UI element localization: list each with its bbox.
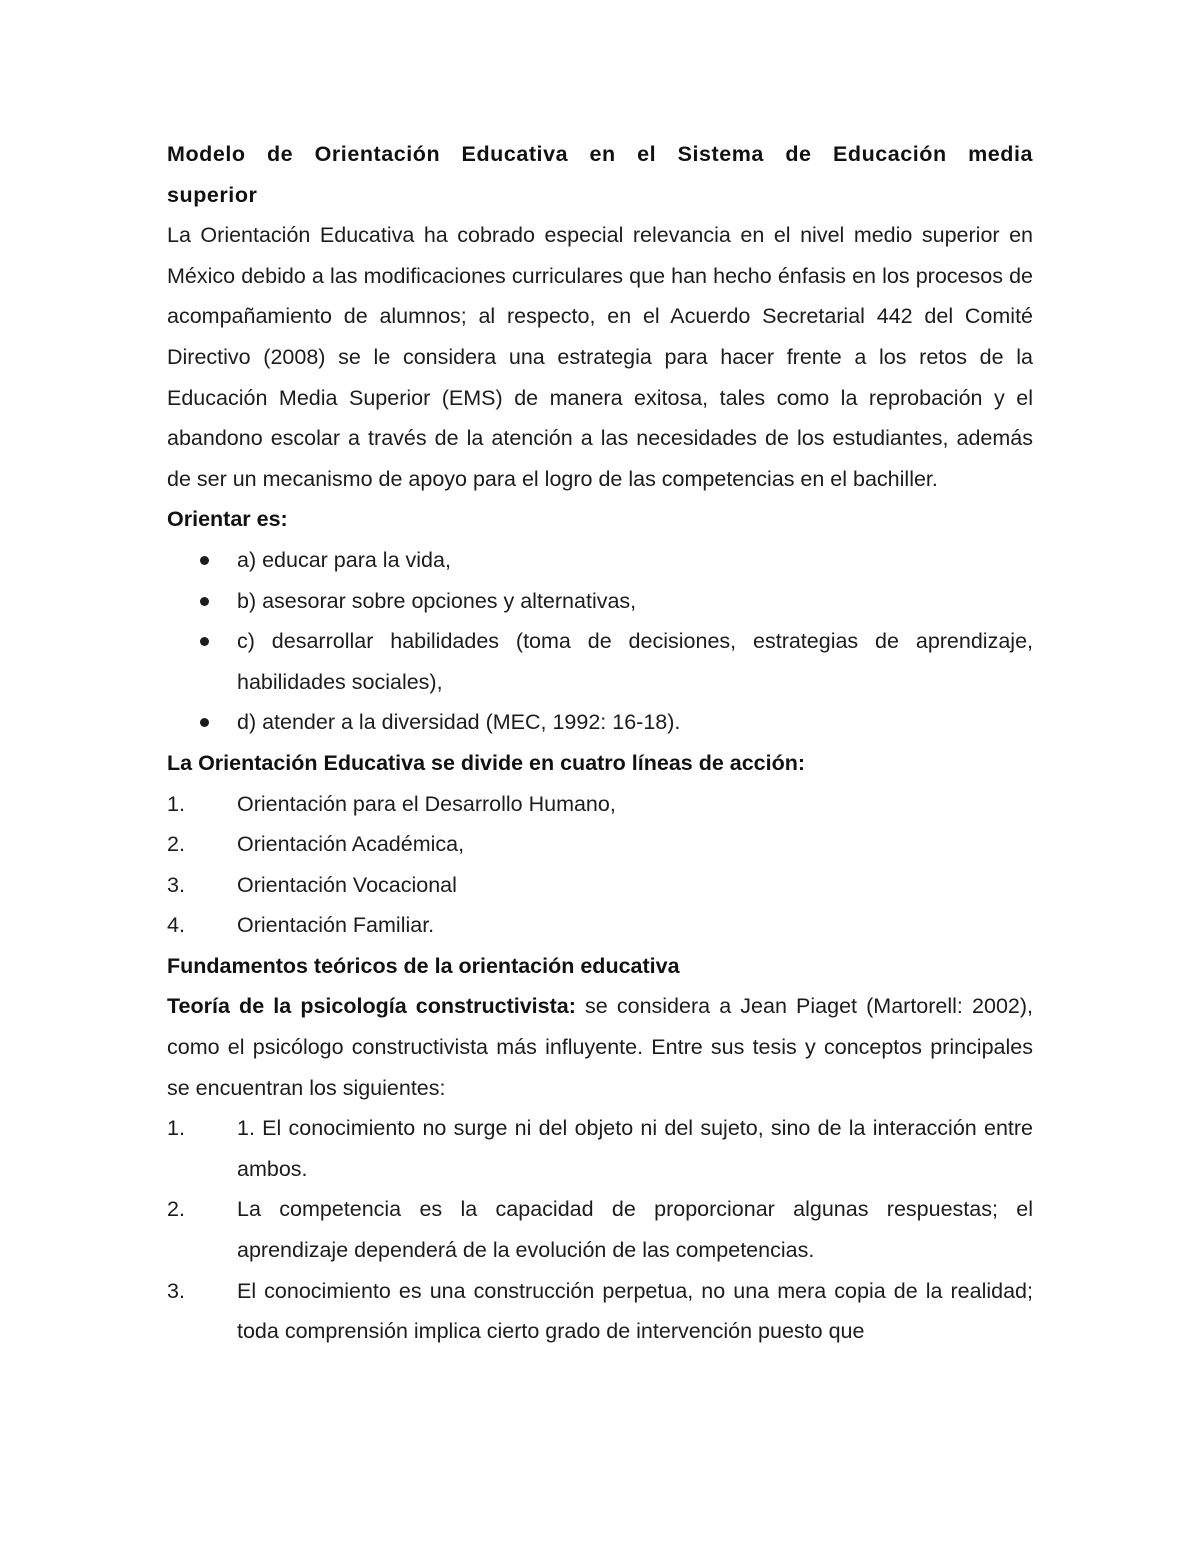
list-item (167, 581, 1033, 622)
list-item-text: a) educar para la vida, (237, 547, 451, 572)
list-item (167, 1271, 1033, 1352)
list-item (167, 702, 1033, 743)
list-item-number: 3. (167, 1278, 185, 1303)
list-item (167, 865, 1033, 906)
intro-paragraph: La Orientación Educativa ha cobrado especial relevancia en el nivel medio superior en México debido a las modificaciones curriculares que han hecho énfasis en los procesos de acompañamiento de alumnos; al respecto, en el Acuerdo Secretarial 442 del Comité Directivo (2008) se le considera una estrategia para hacer frente a los retos de la Educación Media Superior (EMS) de manera exitosa, tales como la reprobación y el abandono escolar a través de la atención a las necesidades de los estudiantes, además de ser un mecanismo de apoyo para el logro de las competencias en el bachiller. (167, 223, 1033, 491)
tesis-numbered-list (167, 1108, 1033, 1352)
list-item (167, 621, 1033, 702)
lineas-numbered-list (167, 784, 1033, 946)
list-item-text: 1. El conocimiento no surge ni del objeto ni del sujeto, sino de la interacción entre ambos. (237, 1116, 1033, 1181)
list-item (167, 540, 1033, 581)
list-item-text: Orientación Familiar. (237, 913, 435, 938)
list-item-text: El conocimiento es una construcción perpetua, no una mera copia de la realidad; toda comprensión implica cierto grado de intervención puesto que (237, 1278, 1033, 1344)
list-item-number: 2. (167, 1197, 185, 1222)
list-item-number: 4. (167, 913, 185, 938)
list-item-text: d) atender a la diversidad (MEC, 1992: 16-18). (237, 710, 681, 735)
list-item (167, 1189, 1033, 1270)
document-title: Modelo de Orientación Educativa en el Sistema de Educación media superior (167, 142, 1033, 207)
bullet-icon (200, 597, 209, 606)
fundamentos-heading: Fundamentos teóricos de la orientación educativa (167, 953, 680, 978)
list-item-text: Orientación Vocacional (237, 872, 457, 897)
list-item-number: 2. (167, 832, 185, 857)
list-item-number: 1. (167, 791, 185, 816)
orientar-bullet-list (167, 540, 1033, 743)
list-item-number: 1. (167, 1116, 185, 1141)
bullet-icon (200, 637, 209, 646)
list-item-text: b) asesorar sobre opciones y alternativas, (237, 588, 637, 613)
list-item (167, 905, 1033, 946)
list-item-text: Orientación para el Desarrollo Humano, (237, 791, 616, 816)
list-item (167, 784, 1033, 825)
bullet-icon (200, 556, 209, 565)
teoria-text: se considera a Jean Piaget (Martorell: 2002), como el psicólogo constructivista más influyente. Entre sus tesis y conceptos principales se encuentran los siguientes: (167, 994, 1033, 1100)
teoria-label: Teoría de la psicología constructivista: (167, 994, 576, 1019)
lineas-heading: La Orientación Educativa se divide en cuatro líneas de acción: (167, 750, 806, 775)
list-item-number: 3. (167, 872, 185, 897)
list-item (167, 824, 1033, 865)
list-item-text: La competencia es la capacidad de proporcionar algunas respuestas; el aprendizaje dependerá de la evolución de las competencias. (237, 1197, 1033, 1263)
list-item (167, 1108, 1033, 1189)
document-body (167, 134, 1033, 1352)
teoria-paragraph (167, 986, 1033, 1108)
list-item-text: c) desarrollar habilidades (toma de decisiones, estrategias de aprendizaje, habilidades sociales), (237, 629, 1033, 694)
orientar-heading: Orientar es: (167, 507, 288, 532)
bullet-icon (200, 718, 209, 727)
list-item-text: Orientación Académica, (237, 832, 465, 857)
